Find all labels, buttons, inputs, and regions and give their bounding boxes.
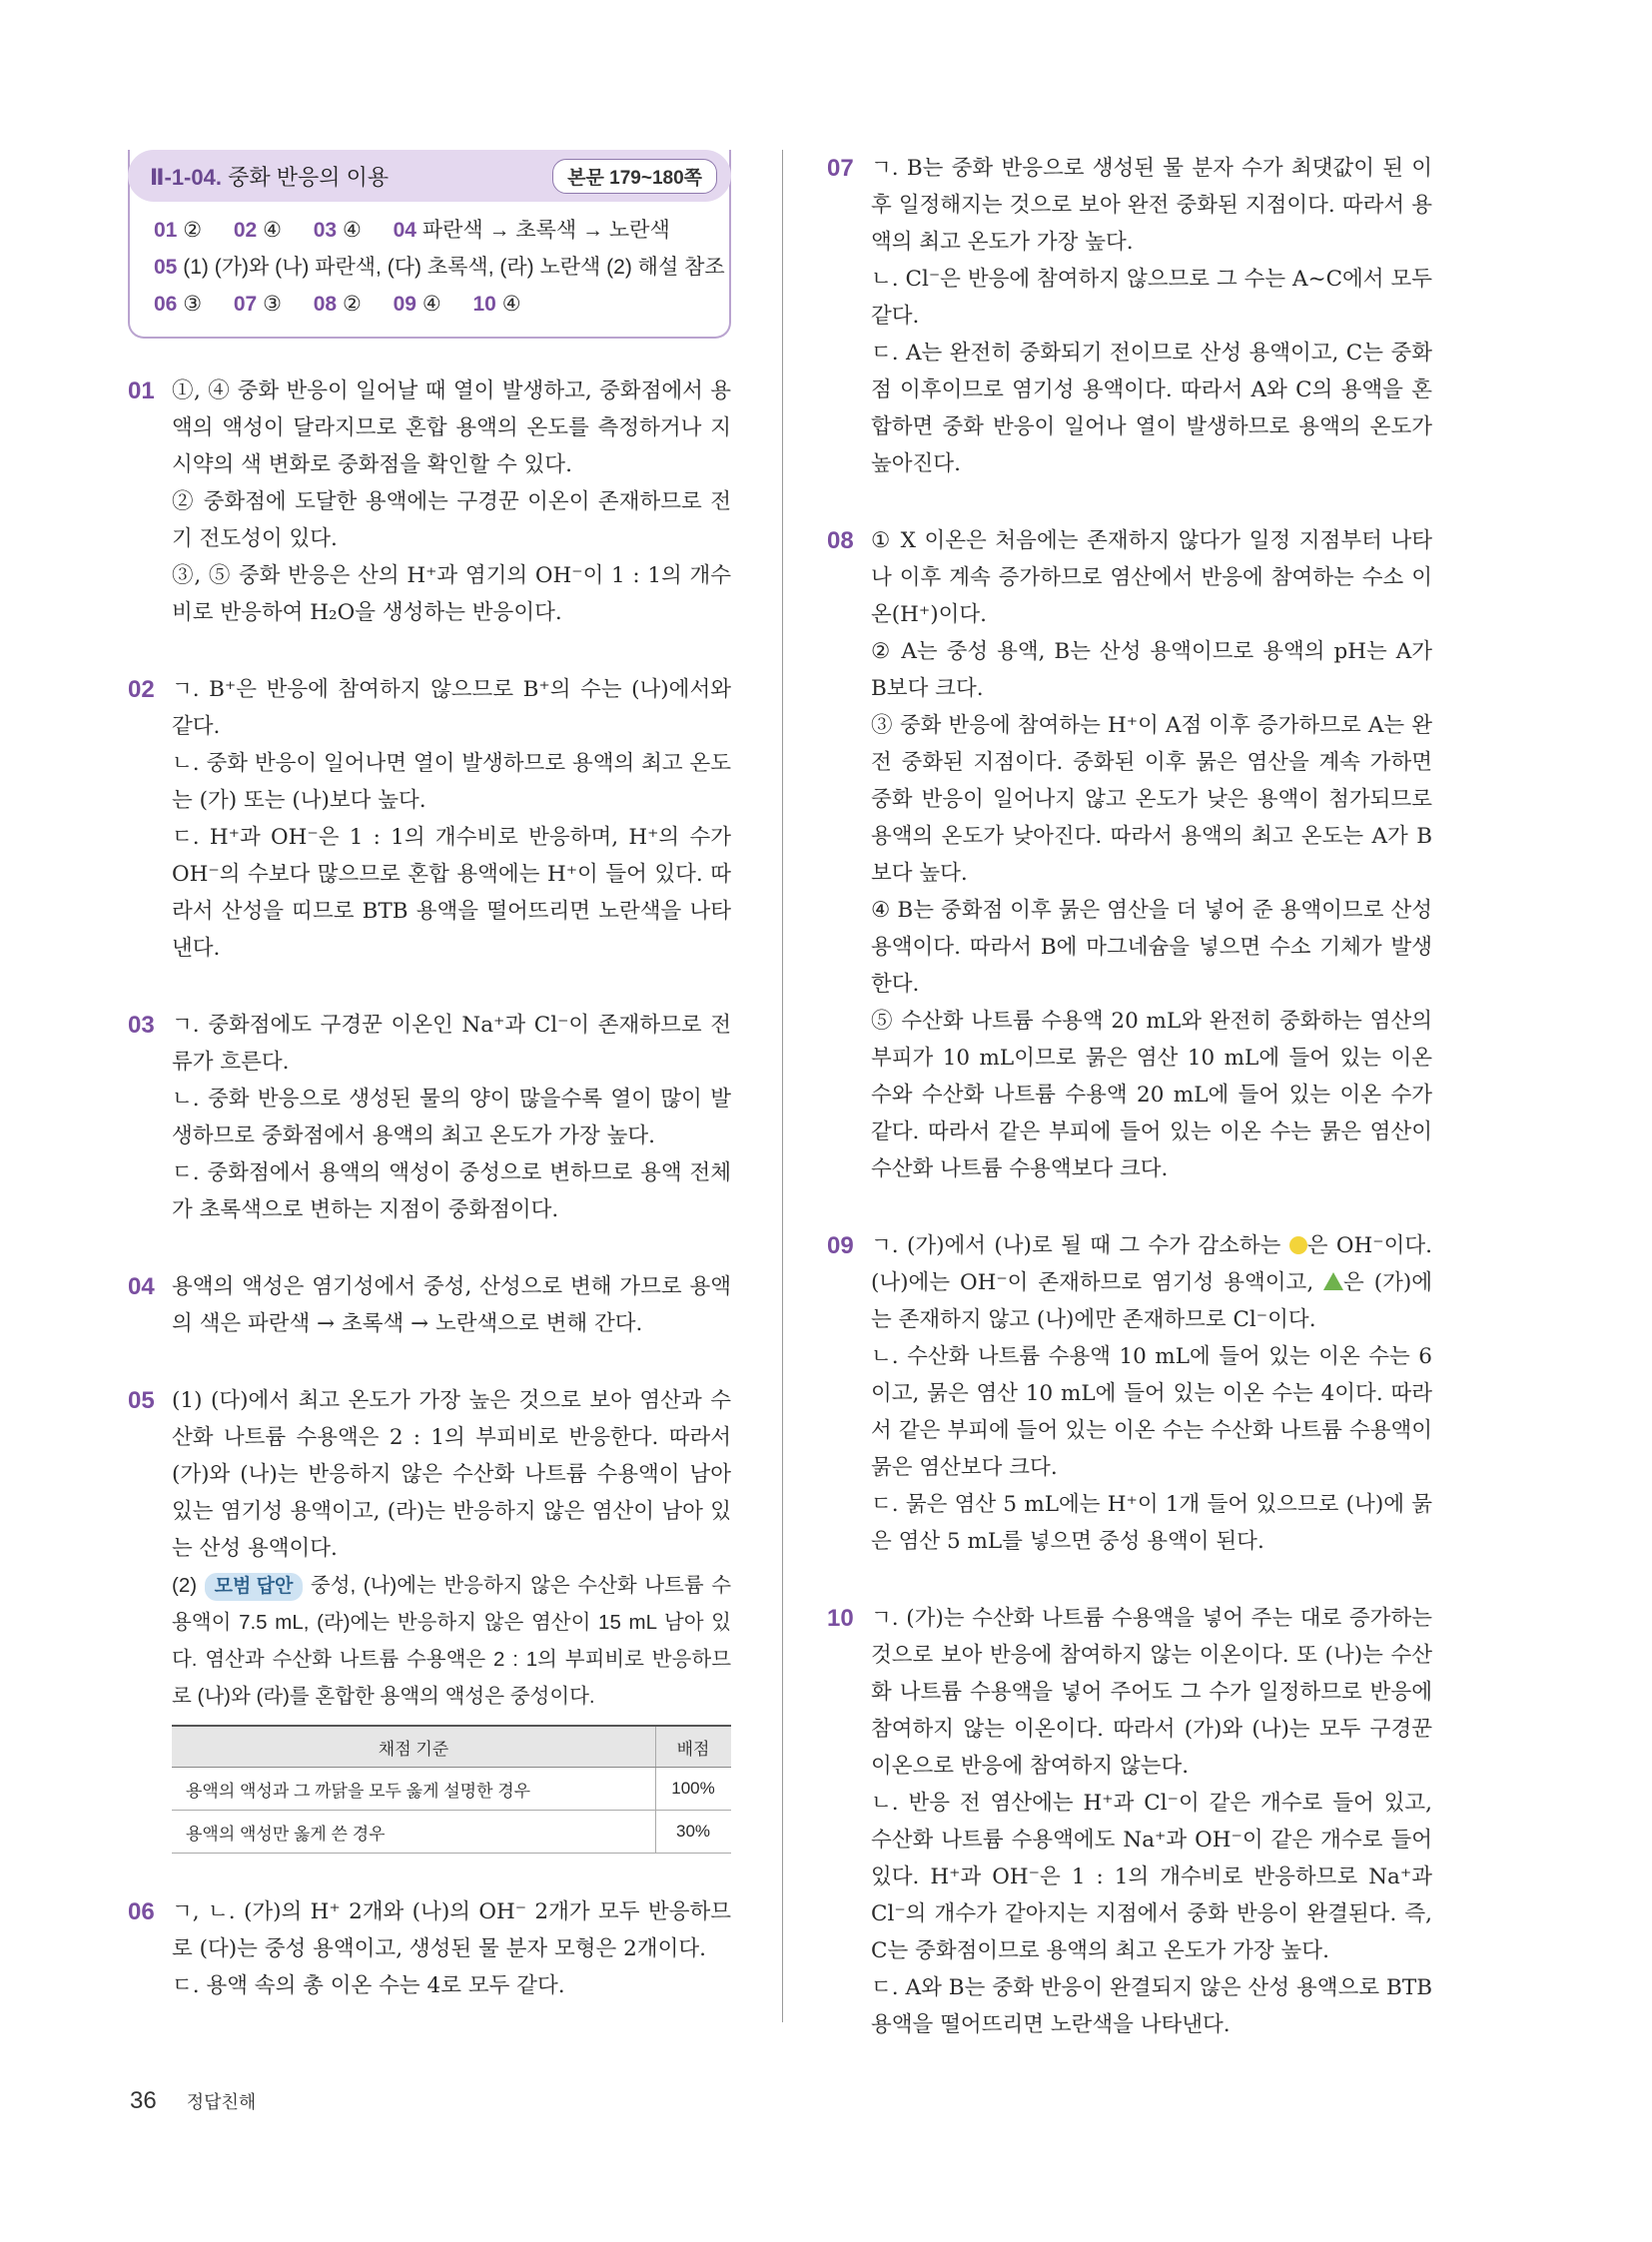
- question-number: 09: [827, 1232, 854, 1259]
- question-number: 07: [827, 155, 854, 182]
- question-02: [128, 671, 731, 967]
- explanation-paragraph: ㄷ. 묽은 염산 5 mL에는 H⁺이 1개 들어 있으므로 (나)에 묽은 염산 5 mL를 넣으면 중성 용액이 된다.: [871, 1492, 1432, 1554]
- section-title: [150, 161, 389, 192]
- answer-item: 02 ④: [233, 219, 282, 242]
- table-cell: 100%: [656, 1768, 732, 1811]
- column-header: 배점: [656, 1726, 732, 1768]
- explanation-paragraph: ③, ⑤ 중화 반응은 산의 H⁺과 염기의 OH⁻이 1 : 1의 개수비로 반응하여 H₂O을 생성하는 반응이다.: [172, 563, 731, 625]
- section-header: [128, 150, 731, 202]
- model-answer-paragraph: [172, 1567, 731, 1715]
- table-row: [172, 1768, 731, 1811]
- explanation-paragraph: ㄱ. 중화점에도 구경꾼 이온인 Na⁺과 Cl⁻이 존재하므로 전류가 흐른다.: [172, 1013, 731, 1075]
- question-06: [128, 1893, 731, 2004]
- explanation-paragraph: ③ 중화 반응에 참여하는 H⁺이 A점 이후 증가하므로 A는 완전 중화된 지점이다. 중화된 이후 묽은 염산을 계속 가하면 중화 반응이 일어나지 않고 온도가 낮은 용액이 첨가되므로 용액의 온도가 낮아진다. 따라서 용액의 최고 온도는 A가 B보다 높다.: [871, 713, 1432, 886]
- explanation-paragraph: ㄱ, ㄴ. (가)의 H⁺ 2개와 (나)의 OH⁻ 2개가 모두 반응하므로 (다)는 중성 용액이고, 생성된 물 분자 모형은 2개이다.: [172, 1899, 731, 1961]
- left-column: [128, 150, 731, 2044]
- explanation-paragraph: ㄷ. 용액 속의 총 이온 수는 4로 모두 같다.: [172, 1973, 565, 1998]
- question-10: [827, 1600, 1432, 2043]
- table-cell: 용액의 액성만 옳게 쓴 경우: [172, 1811, 656, 1854]
- explanation-paragraph: ㄱ. B는 중화 반응으로 생성된 물 분자 수가 최댓값이 된 이후 일정해지는 것으로 보아 완전 중화된 지점이다. 따라서 용액의 최고 온도가 가장 높다.: [871, 156, 1432, 255]
- answer-item: 09 ④: [393, 293, 441, 316]
- explanation-paragraph: ② 중화점에 도달한 용액에는 구경꾼 이온이 존재하므로 전기 전도성이 있다.: [172, 489, 731, 551]
- page-number: 36: [130, 2087, 157, 2114]
- explanation-paragraph: ①, ④ 중화 반응이 일어날 때 열이 발생하고, 중화점에서 용액의 액성이 달라지므로 혼합 용액의 온도를 측정하거나 지시약의 색 변화로 중화점을 확인할 수 있다.: [172, 378, 731, 477]
- answer-line-3: [130, 286, 729, 323]
- answer-item: 01 ②: [154, 219, 203, 242]
- question-08: [827, 522, 1432, 1187]
- model-answer-badge: 모범 답안: [205, 1573, 304, 1601]
- answer-line-1: [130, 212, 729, 249]
- question-04: [128, 1268, 731, 1342]
- explanation-paragraph: ㄷ. A와 B는 중화 반응이 완결되지 않은 산성 용액으로 BTB 용액을 떨어뜨리면 노란색을 나타낸다.: [871, 1975, 1432, 2037]
- right-column: [827, 150, 1432, 2083]
- column-divider: [782, 150, 783, 2022]
- answer-item: 10 ④: [472, 293, 521, 316]
- question-number: 04: [128, 1273, 155, 1300]
- question-09: [827, 1227, 1432, 1560]
- explanation-paragraph: ④ B는 중화점 이후 묽은 염산을 더 넣어 준 용액이므로 산성 용액이다. 따라서 B에 마그네슘을 넣으면 수소 기체가 발생한다.: [871, 898, 1432, 997]
- footer-title: 정답친해: [186, 2092, 257, 2112]
- answer-item: 08 ②: [313, 293, 362, 316]
- table-header-row: [172, 1726, 731, 1768]
- explanation-paragraph: ㄷ. H⁺과 OH⁻은 1 : 1의 개수비로 반응하며, H⁺의 수가 OH⁻의 수보다 많으므로 혼합 용액에는 H⁺이 들어 있다. 따라서 산성을 띠므로 BTB 용액을 떨어뜨리면 노란색을 나타낸다.: [172, 825, 731, 961]
- explanation-paragraph: 용액의 액성은 염기성에서 중성, 산성으로 변해 가므로 용액의 색은 파란색 → 초록색 → 노란색으로 변해 간다.: [172, 1274, 731, 1336]
- answer-item: 06 ③: [154, 293, 203, 316]
- explanation-paragraph: ㄴ. 중화 반응으로 생성된 물의 양이 많을수록 열이 많이 발생하므로 중화점에서 용액의 최고 온도가 가장 높다.: [172, 1087, 731, 1148]
- question-03: [128, 1007, 731, 1228]
- question-number: 02: [128, 676, 155, 703]
- sub-question-label: (2): [172, 1574, 198, 1597]
- page-footer: [130, 2087, 256, 2115]
- question-number: 08: [827, 527, 854, 554]
- model-answer-text: 중성, (나)에는 반응하지 않은 수산화 나트륨 수용액이 7.5 mL, (라)에는 반응하지 않은 염산이 15 mL 남아 있다. 염산과 수산화 나트륨 수용액은 2 : 1의 부피비로 반응하므로 (나)와 (라)를 혼합한 용액의 액성은 중성이다.: [172, 1574, 731, 1708]
- question-number: 10: [827, 1605, 854, 1632]
- question-number: 03: [128, 1012, 155, 1039]
- answer-line-2: 05 (1) (가)와 (나) 파란색, (다) 초록색, (라) 노란색 (2) 해설 참조: [154, 256, 725, 279]
- explanation-paragraph: [871, 1227, 1432, 1338]
- question-05: [128, 1382, 731, 1854]
- explanation-paragraph: ㄴ. Cl⁻은 반응에 참여하지 않으므로 그 수는 A~C에서 모두 같다.: [871, 267, 1432, 329]
- table-row: [172, 1811, 731, 1854]
- section-name: 중화 반응의 이용: [228, 164, 390, 190]
- text-segment: 은 (가)에는 존재하지 않고 (나)에만 존재하므로 Cl⁻이다.: [871, 1270, 1433, 1332]
- scoring-table: [172, 1725, 731, 1854]
- yellow-circle-icon: [1289, 1236, 1307, 1254]
- answer-item: 03 ④: [313, 219, 362, 242]
- table-cell: 30%: [656, 1811, 732, 1854]
- question-01: [128, 373, 731, 631]
- text-segment: ㄱ. (가)에서 (나)로 될 때 그 수가 감소하는: [871, 1233, 1289, 1258]
- table-cell: 용액의 액성과 그 까닭을 모두 옳게 설명한 경우: [172, 1768, 656, 1811]
- explanation-paragraph: ㄱ. B⁺은 반응에 참여하지 않으므로 B⁺의 수는 (나)에서와 같다.: [172, 677, 731, 739]
- explanation-paragraph: ① X 이온은 처음에는 존재하지 않다가 일정 지점부터 나타나 이후 계속 증가하므로 염산에서 반응에 참여하는 수소 이온(H⁺)이다.: [871, 528, 1432, 627]
- explanation-paragraph: ㄴ. 중화 반응이 일어나면 열이 발생하므로 용액의 최고 온도는 (가) 또는 (나)보다 높다.: [172, 751, 731, 813]
- explanation-paragraph: ⑤ 수산화 나트륨 수용액 20 mL와 완전히 중화하는 염산의 부피가 10 mL이므로 묽은 염산 10 mL에 들어 있는 이온 수와 수산화 나트륨 수용액 20 mL에 들어 있는 이온 수가 같다. 따라서 같은 부피에 들어 있는 이온 수는 묽은 염산이 수산화 나트륨 수용액보다 크다.: [871, 1009, 1432, 1181]
- question-number: 01: [128, 377, 155, 404]
- explanation-paragraph: ㄱ. (가)는 수산화 나트륨 수용액을 넣어 주는 대로 증가하는 것으로 보아 반응에 참여하지 않는 이온이다. 또 (나)는 수산화 나트륨 수용액을 넣어 주어도 그 수가 일정하므로 반응에 참여하지 않는 이온이다. 따라서 (가)와 (나)는 모두 구경꾼 이온으로 반응에 참여하지 않는다.: [871, 1606, 1432, 1779]
- explanation-paragraph: ㄴ. 수산화 나트륨 수용액 10 mL에 들어 있는 이온 수는 6이고, 묽은 염산 10 mL에 들어 있는 이온 수는 4이다. 따라서 같은 부피에 들어 있는 이온 수는 수산화 나트륨 수용액이 묽은 염산보다 크다.: [871, 1344, 1432, 1480]
- explanation-paragraph: (1) (다)에서 최고 온도가 가장 높은 것으로 보아 염산과 수산화 나트륨 수용액은 2 : 1의 부피비로 반응한다. 따라서 (가)와 (나)는 반응하지 않은 수산화 나트륨 수용액이 남아 있는 염기성 용액이고, (라)는 반응하지 않은 염산이 남아 있는 산성 용액이다.: [172, 1388, 731, 1561]
- explanation-paragraph: ㄷ. A는 완전히 중화되기 전이므로 산성 용액이고, C는 중화점 이후이므로 염기성 용액이다. 따라서 A와 C의 용액을 혼합하면 중화 반응이 일어나 열이 발생하므로 용액의 온도가 높아진다.: [871, 341, 1432, 476]
- section-number: Ⅱ-1-04.: [150, 164, 222, 190]
- question-number: 05: [128, 1387, 155, 1414]
- page-reference: 본문 179~180쪽: [552, 159, 717, 194]
- answer-item: 07 ③: [233, 293, 282, 316]
- question-number: 06: [128, 1898, 155, 1925]
- answer-summary-box: [128, 150, 731, 339]
- explanation-paragraph: ㄷ. 중화점에서 용액의 액성이 중성으로 변하므로 용액 전체가 초록색으로 변하는 지점이 중화점이다.: [172, 1160, 731, 1222]
- explanation-paragraph: ㄴ. 반응 전 염산에는 H⁺과 Cl⁻이 같은 개수로 들어 있고, 수산화 나트륨 수용액에도 Na⁺과 OH⁻이 같은 개수로 들어 있다. H⁺과 OH⁻은 1 : 1의 개수비로 반응하므로 Na⁺과 Cl⁻의 개수가 같아지는 지점에서 중화 반응이 완결된다. 즉, C는 중화점이므로 용액의 최고 온도가 가장 높다.: [871, 1791, 1432, 1963]
- text-segment: 은 OH⁻이다. (나)에는 OH⁻이 존재하므로 염기성 용액이고,: [871, 1233, 1432, 1295]
- green-triangle-icon: [1323, 1272, 1343, 1290]
- answer-item: 04 파란색 → 초록색 → 노란색: [393, 219, 670, 242]
- explanation-paragraph: ② A는 중성 용액, B는 산성 용액이므로 용액의 pH는 A가 B보다 크다.: [871, 639, 1432, 701]
- column-header: 채점 기준: [172, 1726, 656, 1768]
- question-07: [827, 150, 1432, 482]
